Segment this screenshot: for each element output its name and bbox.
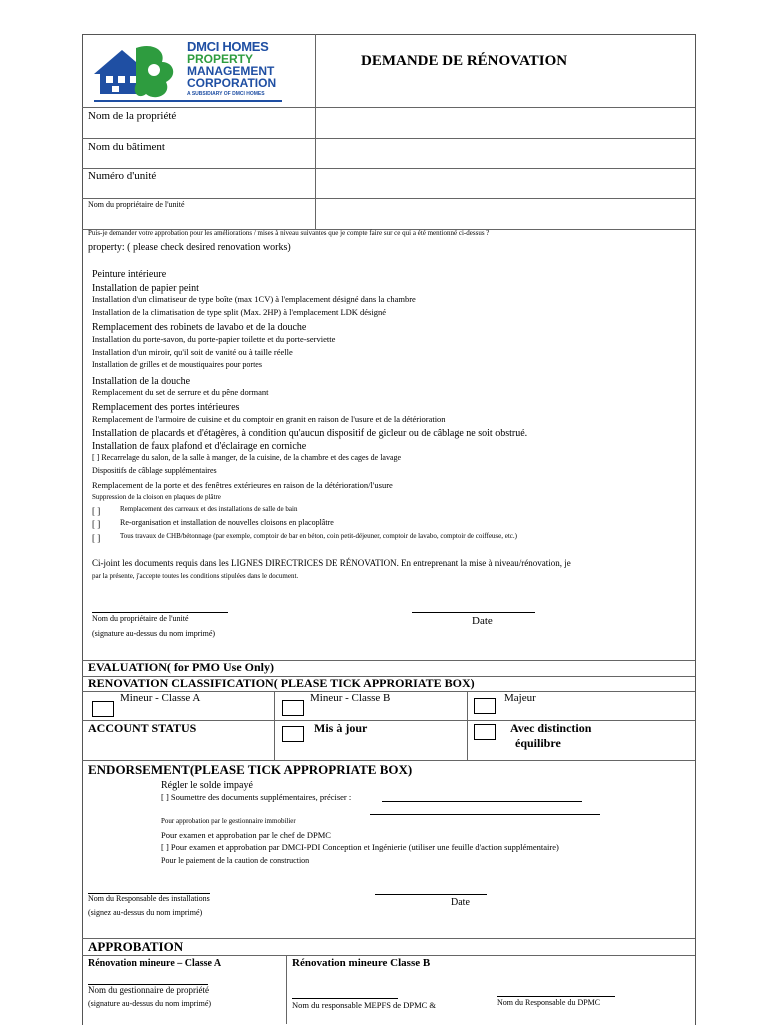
endorsement-date-line[interactable]: [375, 894, 487, 895]
header-divider: [315, 34, 316, 230]
class-b-label: Mineur - Classe B: [310, 692, 391, 704]
work-item: Installation du porte-savon, du porte-papier toilette et du porte-serviette: [92, 334, 336, 344]
work-item: Remplacement des robinets de lavabo et de la douche: [92, 322, 307, 333]
work-item: Installation d'un climatiseur de type boîte (max 1CV) à l'emplacement désigné dans la chambre: [92, 294, 416, 304]
bracket-mark: [ ]: [92, 519, 101, 529]
intro-line-2: property: ( please check desired renovation works): [88, 242, 291, 253]
owner-signature-note: (signature au-dessus du nom imprimé): [92, 629, 216, 638]
mepfs-signature-line[interactable]: [292, 998, 398, 999]
logo-tagline: A SUBSIDIARY OF DMCI HOMES: [187, 91, 265, 97]
bracket-mark: [ ]: [92, 506, 101, 516]
work-item: Suppression de la cloison en plaques de plâtre: [92, 493, 221, 501]
owner-signature-label: Nom du propriétaire de l'unité: [92, 614, 189, 623]
facility-signature-note: (signez au-dessus du nom imprimé): [88, 908, 203, 917]
date-signature-line[interactable]: [412, 612, 535, 613]
bracket-item-text: Remplacement des carreaux et des installations de salle de bain: [120, 505, 298, 513]
logo-line-1: DMCI HOMES: [187, 39, 269, 54]
class-a-checkbox[interactable]: [92, 701, 114, 717]
work-item: Peinture intérieure: [92, 269, 167, 280]
class-b-checkbox[interactable]: [282, 700, 304, 716]
work-item: Installation de papier peint: [92, 283, 199, 294]
work-item: Remplacement des portes intérieures: [92, 402, 240, 413]
owner-signature-line[interactable]: [92, 612, 228, 613]
evaluation-heading: EVALUATION( for PMO Use Only): [88, 660, 274, 674]
company-logo: [92, 40, 288, 106]
bracket-item-text: Re-organisation et installation de nouvelles cloisons en placoplâtre: [120, 518, 334, 527]
work-item: Installation de la douche: [92, 376, 191, 387]
approbation-heading: APPROBATION: [88, 939, 184, 954]
work-item: Remplacement du set de serrure et du pêne dormant: [92, 387, 269, 397]
up-to-date-checkbox[interactable]: [282, 726, 304, 742]
up-to-date-label: Mis à jour: [314, 721, 368, 735]
endorsement-line: Pour examen et approbation par le chef de DPMC: [161, 830, 331, 840]
header-bottom-rule: [82, 107, 695, 108]
facility-signature-label: Nom du Responsable des installations: [88, 894, 210, 903]
row-rule-3: [82, 198, 695, 199]
logo-line-3: MANAGEMENT: [187, 64, 275, 78]
logo-line-2: PROPERTY: [187, 52, 254, 66]
endorsement-line: Pour le paiement de la caution de construction: [161, 856, 310, 865]
approbation-col-b: Rénovation mineure Classe B: [292, 957, 431, 969]
work-item: Installation de grilles et de moustiquaires pour portes: [92, 360, 262, 369]
work-item: Remplacement de la porte et des fenêtres extérieures en raison de la détérioration/l'usure: [92, 480, 393, 490]
intro-line-1: Puis-je demander votre approbation pour les améliorations / mises à niveau suivantes que je compte faire sur ce qui a été mentionné ci-dessus ?: [88, 229, 490, 237]
attach-line-1: Ci-joint les documents requis dans les LIGNES DIRECTRICES DE RÉNOVATION. En entreprenant la mise à niveau/rénovation, je: [92, 558, 571, 568]
specify-input-line-2[interactable]: [370, 814, 600, 815]
with-balance-label-1: Avec distinction: [510, 721, 592, 735]
work-item: Installation de faux plafond et d'éclairage en corniche: [92, 441, 307, 452]
endorsement-line: [ ] Soumettre des documents supplémentaires, préciser :: [161, 792, 352, 802]
specify-input-line-1[interactable]: [382, 801, 582, 802]
endorsement-line: Régler le solde impayé: [161, 780, 253, 791]
major-checkbox[interactable]: [474, 698, 496, 714]
with-balance-checkbox[interactable]: [474, 724, 496, 740]
approbation-heading-rule: [82, 955, 695, 956]
account-status-label: ACCOUNT STATUS: [88, 721, 197, 735]
dpmc-signature-line[interactable]: [497, 996, 615, 997]
endorsement-line: [ ] Pour examen et approbation par DMCI-PDI Conception et Ingénierie (utiliser une feuille d'action supplémentaire): [161, 842, 559, 852]
endorsement-heading: ENDORSEMENT(PLEASE TICK APPROPRIATE BOX): [88, 762, 413, 777]
manager-label: Nom du gestionnaire de propriété: [88, 985, 209, 995]
endorsement-date-label: Date: [451, 897, 470, 908]
logo-line-4: CORPORATION: [187, 76, 277, 90]
building-name-label: Nom du bâtiment: [88, 141, 165, 153]
row-rule-2: [82, 168, 695, 169]
work-item: Installation de placards et d'étagères, à condition qu'aucun dispositif de gicleur ou de câblage ne soit obstrué.: [92, 428, 528, 439]
work-item: Installation de la climatisation de type split (Max. 2HP) à l'emplacement LDK désigné: [92, 307, 386, 317]
eval-col-divider-2: [467, 691, 468, 761]
major-label: Majeur: [504, 692, 536, 704]
work-item: Remplacement de l'armoire de cuisine et du comptoir en granit en raison de l'usure et de la détérioration: [92, 414, 446, 424]
owner-name-label: Nom du propriétaire de l'unité: [88, 200, 185, 209]
form-title: DEMANDE DE RÉNOVATION: [361, 53, 568, 69]
endorsement-line: Pour approbation par le gestionnaire immobilier: [161, 817, 296, 825]
work-item: Dispositifs de câblage supplémentaires: [92, 466, 217, 475]
manager-note: (signature au-dessus du nom imprimé): [88, 999, 212, 1008]
attach-line-2: par la présente, j'accepte toutes les conditions stipulées dans le document.: [92, 572, 299, 580]
dpmc-label: Nom du Responsable du DPMC: [497, 998, 601, 1007]
row-rule-1: [82, 138, 695, 139]
unit-number-label: Numéro d'unité: [88, 170, 157, 182]
work-item: Installation d'un miroir, qu'il soit de vanité ou à taille réelle: [92, 347, 293, 357]
date-label: Date: [472, 615, 493, 627]
endorsement-top-rule: [82, 760, 695, 761]
eval-col-divider-1: [274, 691, 275, 761]
classification-heading: RENOVATION CLASSIFICATION( PLEASE TICK APPRORIATE BOX): [88, 676, 475, 690]
approbation-col-divider: [286, 955, 287, 1024]
work-item: [ ] Recarrelage du salon, de la salle à manger, de la cuisine, de la chambre et des cages de lavage: [92, 453, 402, 462]
mepfs-label: Nom du responsable MEPFS de DPMC &: [292, 1000, 437, 1010]
property-name-label: Nom de la propriété: [88, 110, 177, 122]
bracket-item-text: Tous travaux de CHB/bétonnage (par exemple, comptoir de bar en béton, coin petit-déjeuner, comptoir de lavabo, comptoir de coiffeuse, etc.): [120, 532, 517, 540]
with-balance-label-2: équilibre: [515, 736, 561, 750]
bracket-mark: [ ]: [92, 533, 101, 543]
form-frame: [82, 34, 696, 1025]
class-a-label: Mineur - Classe A: [120, 692, 201, 704]
approbation-col-a: Rénovation mineure – Classe A: [88, 958, 222, 969]
